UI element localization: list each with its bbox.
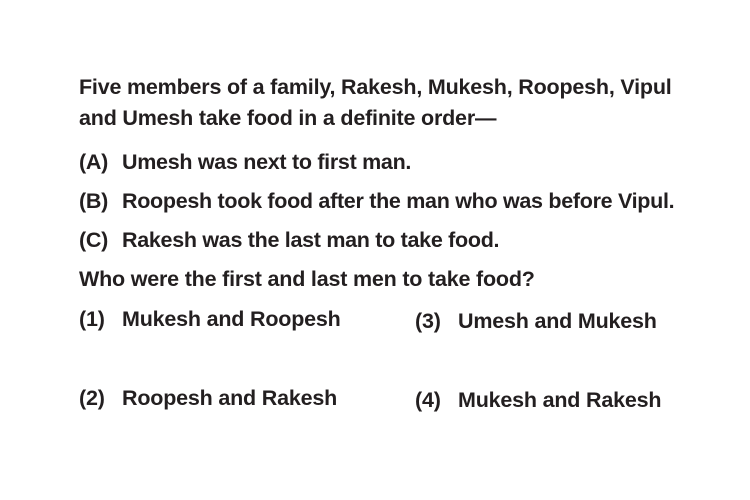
statement-a-label: (A)	[79, 150, 108, 174]
option-3-label: (3)	[415, 309, 441, 333]
option-4-label: (4)	[415, 388, 441, 412]
statement-b-text: Roopesh took food after the man who was before Vipul.	[122, 189, 675, 213]
option-2-text: Roopesh and Rakesh	[122, 386, 338, 410]
statement-c-text: Rakesh was the last man to take food.	[122, 228, 500, 252]
option-3-text: Umesh and Mukesh	[458, 309, 657, 333]
option-1-text: Mukesh and Roopesh	[122, 307, 341, 331]
question-prompt: Who were the first and last men to take food?	[79, 267, 535, 291]
option-4[interactable]	[415, 388, 661, 412]
option-4-text: Mukesh and Rakesh	[458, 388, 662, 412]
statement-b-label: (B)	[79, 189, 108, 213]
statement-a-text: Umesh was next to first man.	[122, 150, 412, 174]
option-1[interactable]	[79, 307, 341, 331]
statement-c	[79, 228, 499, 252]
option-2[interactable]	[79, 386, 337, 410]
question-stem-line-1: Five members of a family, Rakesh, Mukesh, Roopesh, Vipul	[79, 75, 672, 99]
statement-b	[79, 189, 674, 213]
option-2-label: (2)	[79, 386, 105, 410]
question-stem	[79, 72, 679, 134]
statement-a	[79, 150, 411, 174]
option-1-label: (1)	[79, 307, 105, 331]
question-stem-line-2: and Umesh take food in a definite order—	[79, 106, 497, 130]
option-3[interactable]	[415, 309, 657, 333]
statement-c-label: (C)	[79, 228, 108, 252]
